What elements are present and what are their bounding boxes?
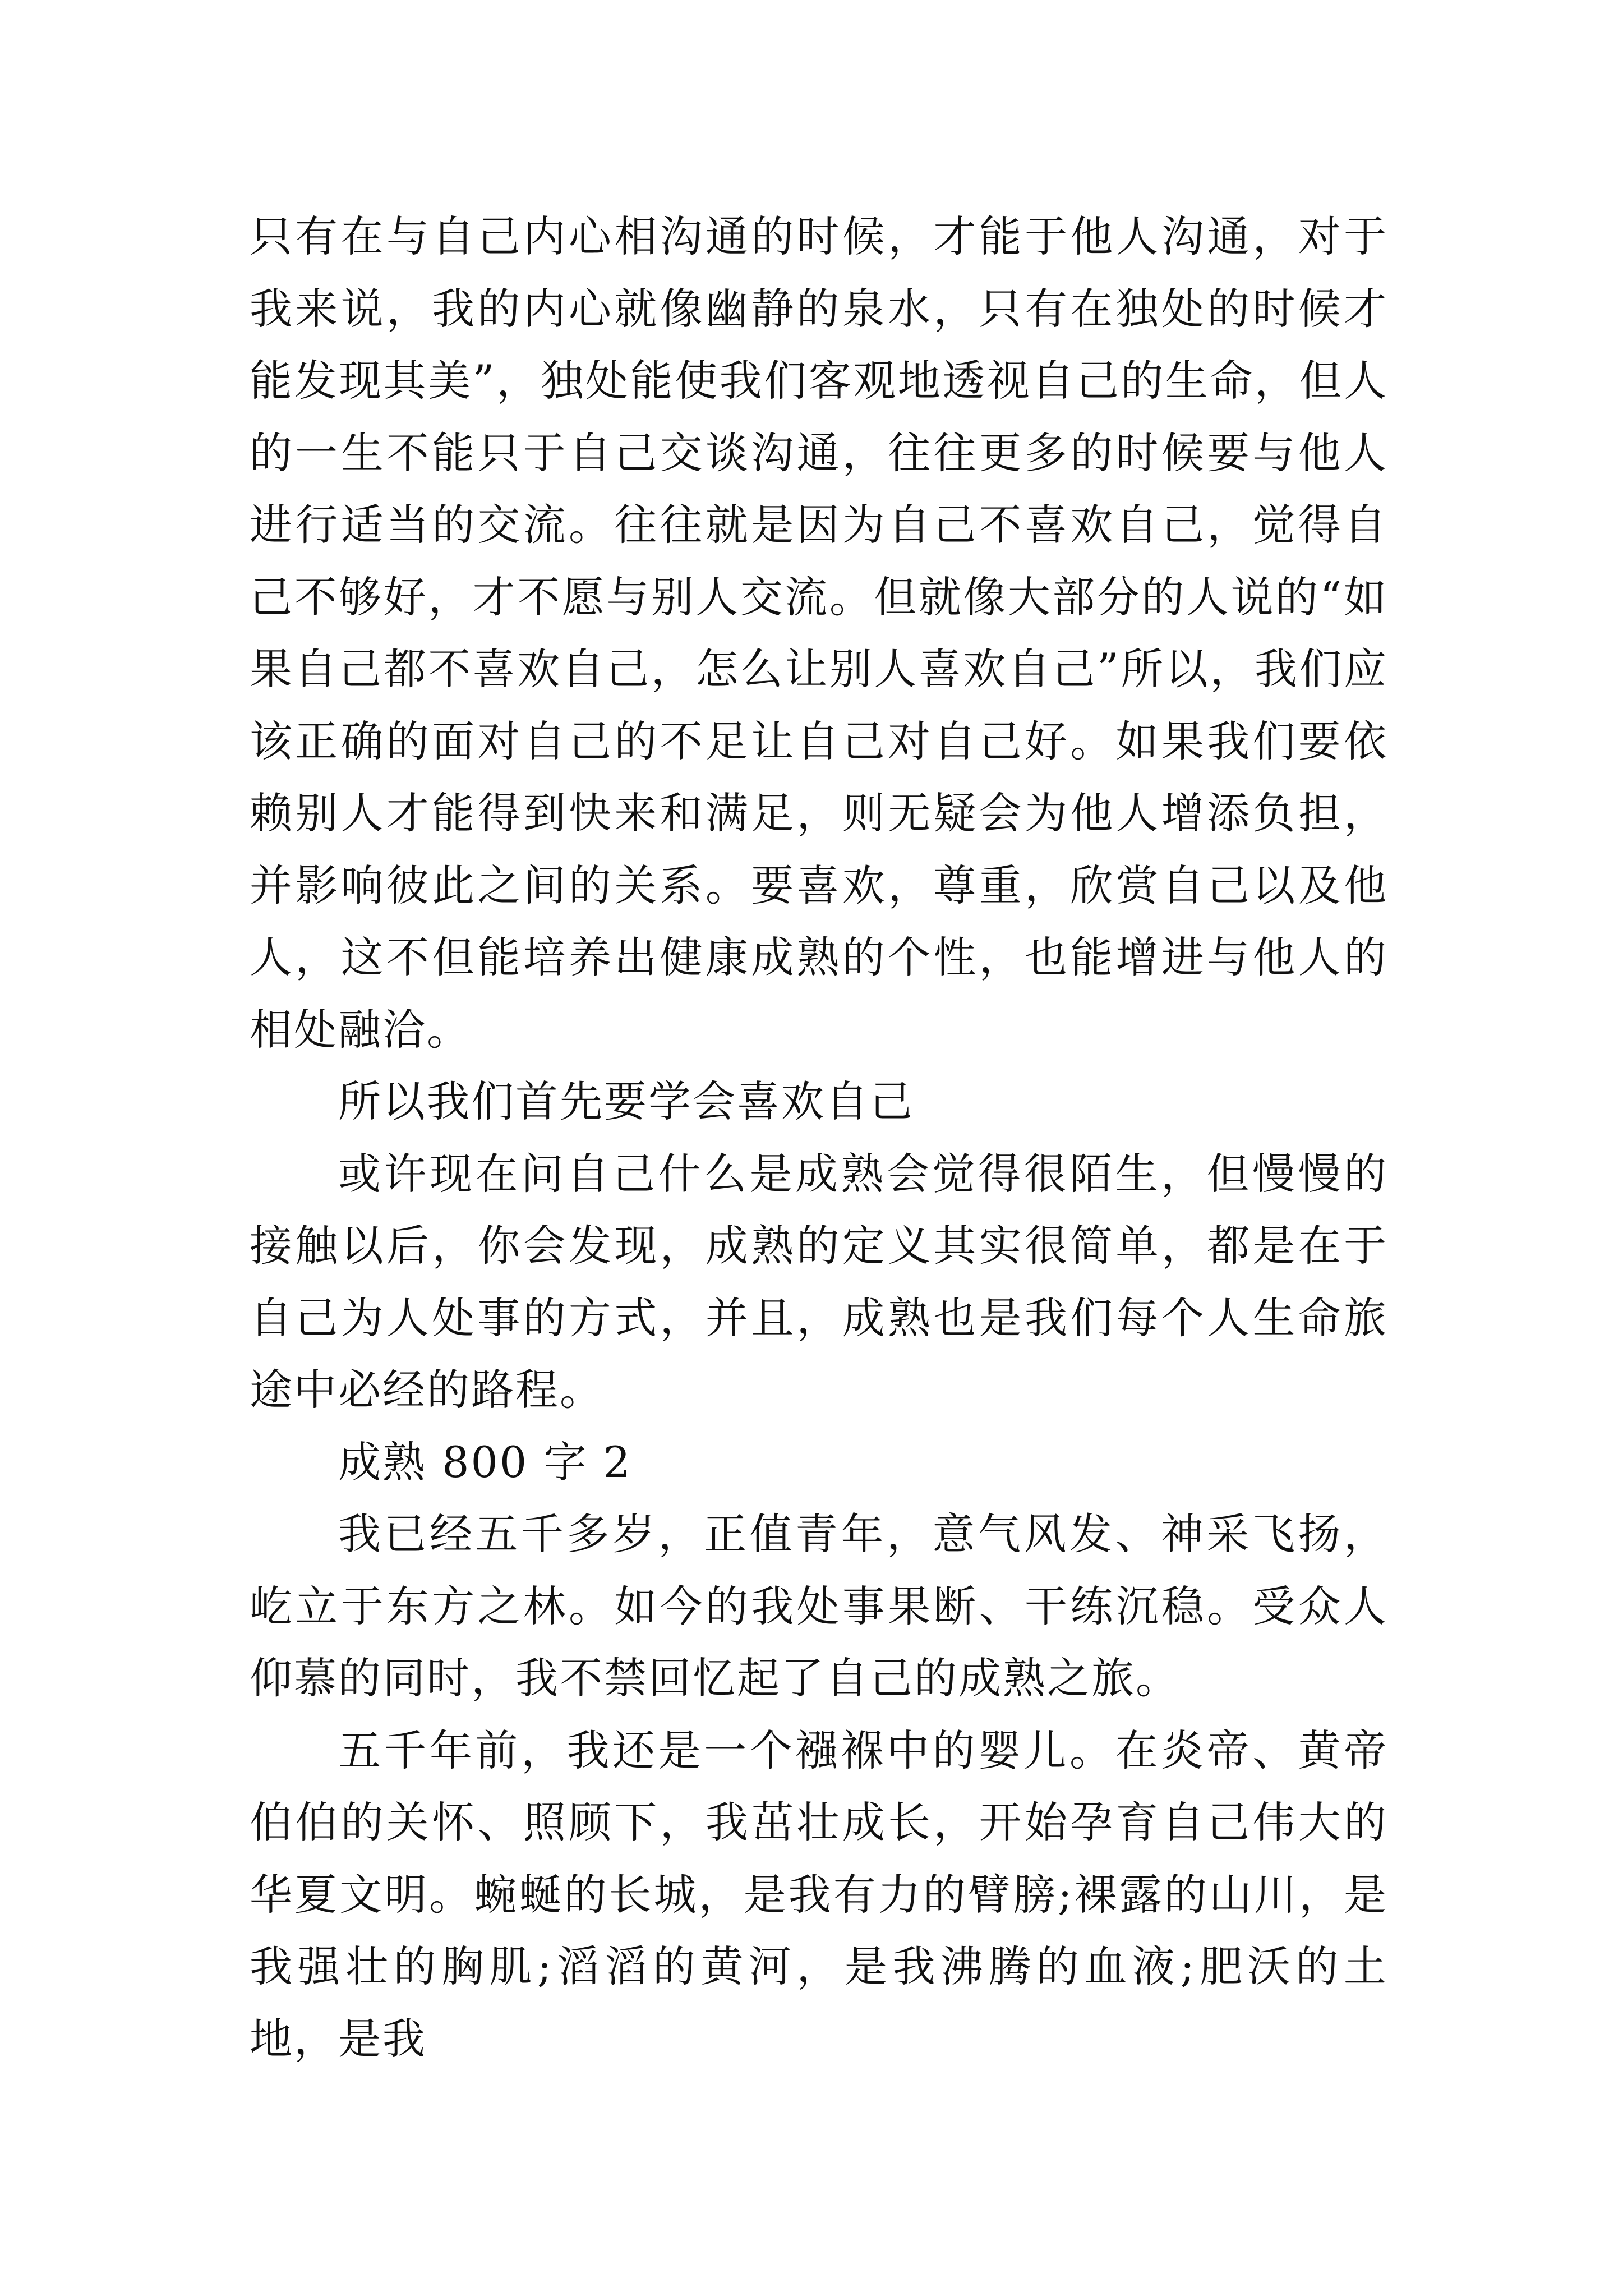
section-heading: 成熟 800 字 2 <box>338 1437 632 1487</box>
paragraph-3: 或许现在问自己什么是成熟会觉得很陌生，但慢慢的接触以后，你会发现，成熟的定义其实很简单，都是在于自己为人处事的方式，并且，成熟也是我们每个人生命旅途中必经的路程。 <box>250 1148 1388 1415</box>
document-body <box>250 201 1388 2075</box>
paragraph-1: 只有在与自己内心相沟通的时候，才能于他人沟通，对于我来说，我的内心就像幽静的泉水，只有在独处的时候才能发现其美”，独处能使我们客观地透视自己的生命，但人的一生不能只于自己交谈沟通，往往更多的时候要与他人进行适当的交流。往往就是因为自己不喜欢自己，觉得自己不够好，才不愿与别人交流。但就像大部分的人说的“如果自己都不喜欢自己，怎么让别人喜欢自己”所以，我们应该正确的面对自己的不足让自己对自己好。如果我们要依赖别人才能得到快来和满足，则无疑会为他人增添负担，并影响彼此之间的关系。要喜欢，尊重，欣赏自己以及他人，这不但能培养出健康成熟的个性，也能增进与他人的相处融洽。 <box>250 211 1388 1055</box>
paragraph-2: 所以我们首先要学会喜欢自己 <box>338 1076 914 1126</box>
paragraph-4: 我已经五千多岁，正值青年，意气风发、神采飞扬，屹立于东方之林。如今的我处事果断、干练沉稳。受众人仰慕的同时，我不禁回忆起了自己的成熟之旅。 <box>250 1509 1388 1703</box>
paragraph-5: 五千年前，我还是一个襁褓中的婴儿。在炎帝、黄帝伯伯的关怀、照顾下，我茁壮成长，开始孕育自己伟大的华夏文明。蜿蜒的长城，是我有力的臂膀;裸露的山川，是我强壮的胸肌;滔滔的黄河，是我沸腾的血液;肥沃的土地，是我 <box>250 1725 1388 2064</box>
